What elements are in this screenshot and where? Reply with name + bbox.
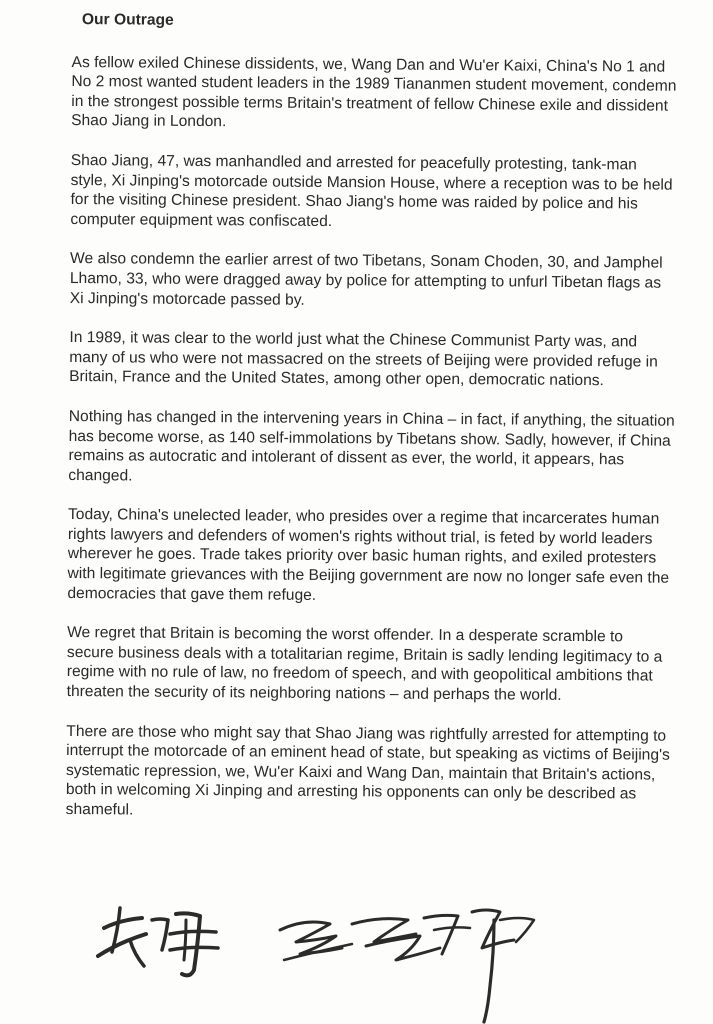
paragraph-4: In 1989, it was clear to the world just what the Chinese Communist Party was, and many of us who were not massacred on the streets of Beijing were provided refuge in Britain, France and the United States, among other open, democratic nations.: [69, 329, 658, 390]
paragraph-3: We also condemn the earlier arrest of two Tibetans, Sonam Choden, 30, and Jamphel Lhamo, 33, who were dragged away by police for attempting to unfurl Tibetan flags as Xi Jinping's motorcade passed by.: [69, 250, 663, 309]
paragraph-8: There are those who might say that Shao Jiang was rightfully arrested for attempting to interrupt the motorcade of an eminent head of state, but speaking as victims of Beijing's systematic repression, we, Wu'er Kaixi and Wang Dan, maintain that Britain's actions, both in welcoming Xi Jinping and arresting his opponents can only be described as shameful.: [65, 722, 670, 819]
paragraph-6: Today, China's unelected leader, who presides over a regime that incarcerates human rights lawyers and defenders of women's rights without trial, is feted by world leaders wherever he goes. Trade takes priority over basic human rights, and exiled protesters with legitimate grievances with the Beijing government are now no longer safe even the democracies that gave them refuge.: [67, 506, 670, 604]
letter-body: [65, 10, 677, 844]
paragraph-1: As fellow exiled Chinese dissidents, we, Wang Dan and Wu'er Kaixi, China's No 1 and No 2 most wanted student leaders in the 1989 Tiananmen student movement, condemn in the strongest possible terms Britain's treatment of fellow Chinese exile and dissident Shao Jiang in London.: [71, 53, 677, 131]
signature-block: [90, 890, 550, 1024]
signatures-svg: [90, 890, 550, 1024]
letter-title: Our Outrage: [81, 11, 174, 29]
signature-wang-dan: [98, 908, 218, 975]
signature-wuer-kaixi: [280, 910, 534, 1022]
paragraph-5: Nothing has changed in the intervening years in China – in fact, if anything, the situation has become worse, as 140 self-immolations by Tibetans show. Sadly, however, if China remains as autocratic and intolerant of dissent as ever, the world, it appears, has changed.: [68, 407, 675, 485]
paragraph-2: Shao Jiang, 47, was manhandled and arrested for peacefully protesting, tank-man style, Xi Jinping's motorcade outside Mansion House, where a reception was to be held for the visiting Chinese president. Shao Jiang's home was raided by police and his computer equipment was confiscated.: [70, 151, 673, 230]
paragraph-7: We regret that Britain is becoming the worst offender. In a desperate scramble to secure business deals with a totalitarian regime, Britain is sadly lending legitimacy to a regime with no rule of law, no freedom of speech, and with geopolitical ambitions that threaten the security of its neighboring nations – and perhaps the world.: [66, 624, 663, 704]
